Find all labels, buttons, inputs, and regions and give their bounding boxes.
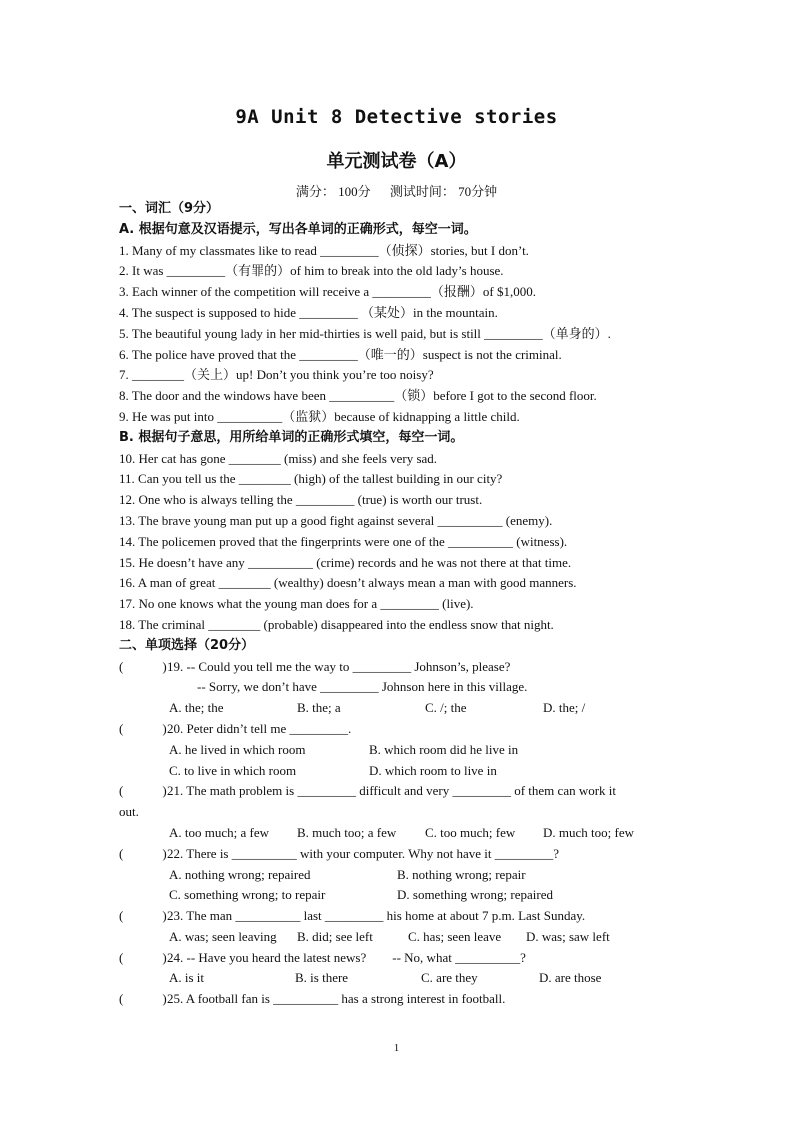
question-14: 14. The policemen proved that the fingerprints were one of the __________ (witness). (119, 533, 568, 549)
answer-blank: ( ) (119, 720, 167, 736)
option-c: C. are they (421, 970, 478, 986)
option-d: D. the; / (543, 700, 586, 716)
option-c: C. to live in which room (169, 762, 297, 778)
question-1: 1. Many of my classmates like to read _________（侦探）stories, but I don’t. (119, 242, 529, 258)
question-20-options-row2 (119, 761, 679, 782)
option-b: B. nothing wrong; repair (397, 866, 526, 882)
answer-blank: ( ) (119, 845, 167, 861)
question-7: 7. ________（关上）up! Don’t you think you’re too noisy? (119, 367, 434, 383)
part-a-heading: A. 根据句意及汉语提示，写出各单词的正确形式，每空一词。 (119, 221, 477, 237)
question-18: 18. The criminal ________ (probable) disappeared into the endless snow that night. (119, 616, 554, 632)
section-choice-heading: 二、单项选择（20分） (119, 637, 255, 653)
option-b: B. did; see left (297, 928, 373, 944)
option-b: B. much too; a few (297, 824, 397, 840)
exam-content (119, 199, 679, 1010)
question-22 (119, 844, 679, 865)
page-title: 9A Unit 8 Detective stories (235, 106, 558, 128)
question-23-options (119, 927, 679, 948)
answer-blank: ( ) (119, 908, 167, 924)
question-23 (119, 906, 679, 927)
question-4: 4. The suspect is supposed to hide _________ （某处）in the mountain. (119, 304, 498, 320)
option-a: A. nothing wrong; repaired (169, 866, 311, 882)
option-c: C. something wrong; to repair (169, 887, 326, 903)
question-stem: 22. There is __________ with your computer. Why not have it _________? (167, 845, 559, 861)
question-13: 13. The brave young man put up a good fight against several __________ (enemy). (119, 512, 553, 528)
section-vocab-heading: 一、词汇（9分） (119, 201, 220, 216)
question-24-options (119, 968, 679, 989)
option-d: D. are those (539, 970, 602, 986)
option-b: B. is there (295, 970, 349, 986)
question-24 (119, 948, 679, 969)
question-stem: 23. The man __________ last _________ his home at about 7 p.m. Last Sunday. (167, 908, 586, 924)
option-a: A. is it (169, 970, 205, 986)
question-19 (119, 657, 679, 678)
question-stem: 25. A football fan is __________ has a strong interest in football. (167, 991, 506, 1007)
full-score: 满分： 100分 (295, 184, 371, 199)
question-stem: 19. -- Could you tell me the way to _________ Johnson’s, please? (167, 658, 511, 674)
question-22-options-row2 (119, 885, 679, 906)
question-22-options-row1 (119, 865, 679, 886)
option-b: B. the; a (297, 700, 341, 716)
answer-blank: ( ) (119, 783, 167, 799)
question-11: 11. Can you tell us the ________ (high) of the tallest building in our city? (119, 471, 503, 487)
question-19-reply: -- Sorry, we don’t have _________ Johnson here in this village. (197, 679, 528, 695)
question-21-continued: out. (119, 804, 139, 820)
question-21 (119, 781, 679, 802)
option-c: C. too much; few (425, 824, 516, 840)
question-8: 8. The door and the windows have been __________（锁）before I got to the second floor. (119, 388, 597, 404)
test-time: 测试时间： 70分钟 (389, 184, 498, 199)
question-17: 17. No one knows what the young man does for a _________ (live). (119, 596, 474, 612)
question-stem: 20. Peter didn’t tell me _________. (167, 720, 352, 736)
question-stem: 21. The math problem is _________ difficult and very _________ of them can work it (167, 783, 617, 799)
answer-blank: ( ) (119, 658, 167, 674)
option-d: D. much too; few (543, 824, 634, 840)
question-12: 12. One who is always telling the _________ (true) is worth our trust. (119, 492, 483, 508)
option-a: A. he lived in which room (169, 741, 306, 757)
part-b-heading: B. 根据句子意思，用所给单词的正确形式填空，每空一词。 (119, 429, 464, 445)
option-d: D. was; saw left (526, 928, 610, 944)
option-c: C. /; the (425, 700, 467, 716)
option-a: A. was; seen leaving (169, 928, 277, 944)
option-a: A. too much; a few (169, 824, 270, 840)
question-3: 3. Each winner of the competition will receive a _________（报酬）of $1,000. (119, 284, 536, 300)
question-9: 9. He was put into __________（监狱）because of kidnapping a little child. (119, 408, 520, 424)
answer-blank: ( ) (119, 991, 167, 1007)
option-a: A. the; the (169, 700, 224, 716)
question-20 (119, 719, 679, 740)
question-21-options (119, 823, 679, 844)
question-25 (119, 989, 679, 1010)
page-number: 1 (393, 1042, 400, 1054)
question-20-options-row1 (119, 740, 679, 761)
question-10: 10. Her cat has gone ________ (miss) and she feels very sad. (119, 450, 438, 466)
question-6: 6. The police have proved that the _________（唯一的）suspect is not the criminal. (119, 346, 562, 362)
answer-blank: ( ) (119, 949, 167, 965)
question-19-options (119, 698, 679, 719)
question-2: 2. It was _________（有罪的）of him to break into the old lady’s house. (119, 263, 504, 279)
page-subtitle: 单元测试卷（A） (326, 151, 467, 172)
option-b: B. which room did he live in (369, 741, 519, 757)
option-d: D. something wrong; repaired (397, 887, 553, 903)
exam-info (0, 181, 793, 200)
question-5: 5. The beautiful young lady in her mid-thirties is well paid, but is still _________（单身的）. (119, 325, 611, 341)
question-stem: 24. -- Have you heard the latest news? -- No, what __________? (167, 949, 526, 965)
question-16: 16. A man of great ________ (wealthy) doesn’t always mean a man with good manners. (119, 575, 577, 591)
option-d: D. which room to live in (369, 762, 497, 778)
option-c: C. has; seen leave (408, 928, 502, 944)
question-15: 15. He doesn’t have any __________ (crime) records and he was not there at that time. (119, 554, 572, 570)
